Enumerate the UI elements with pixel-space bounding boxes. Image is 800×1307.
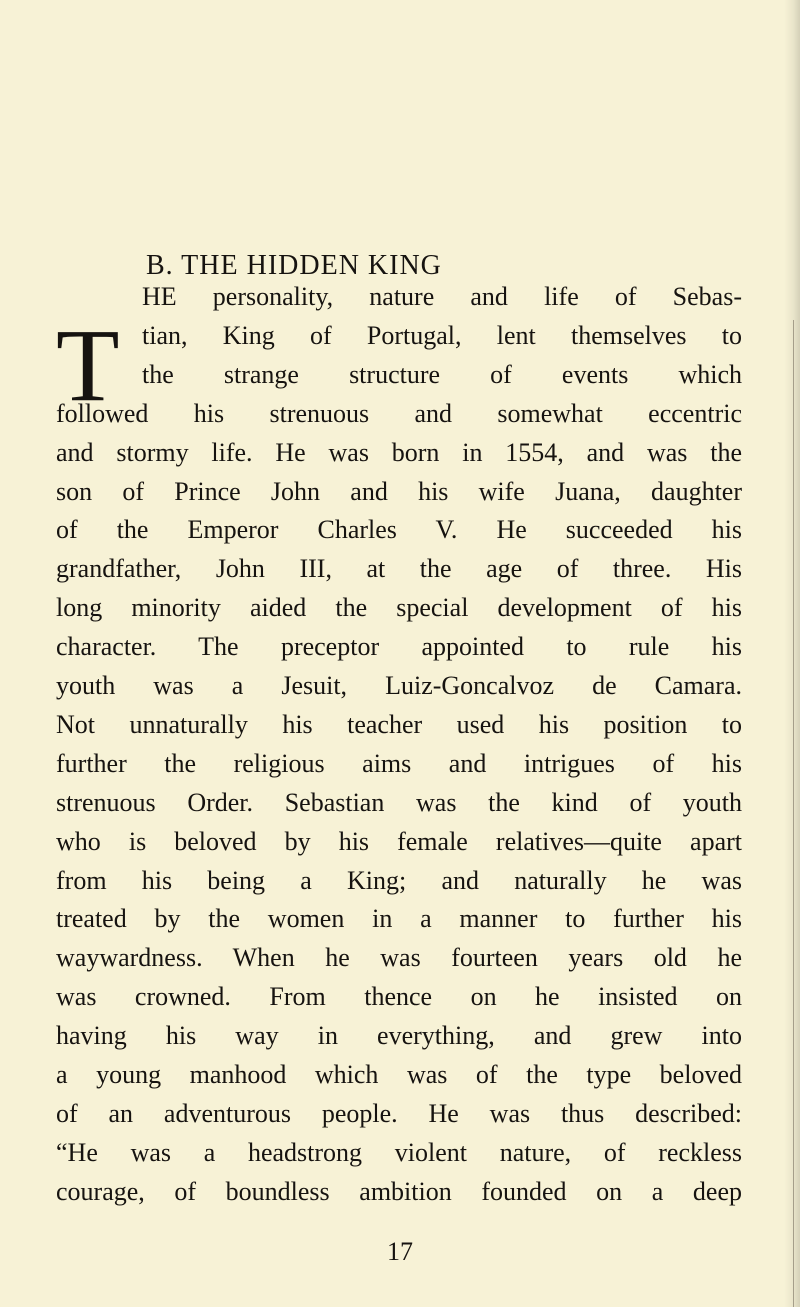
text-line: “He was a headstrong violent nature, of reckless [56, 1137, 742, 1167]
text-line: strenuous Order. Sebastian was the kind of youth [56, 787, 742, 817]
drop-cap-initial: T [56, 308, 120, 423]
page-number: 17 [387, 1237, 413, 1266]
text-line: of the Emperor Charles V. He succeeded his [56, 515, 742, 545]
text-line: waywardness. When he was fourteen years old he [56, 943, 742, 973]
text-line: having his way in everything, and grew into [56, 1021, 742, 1051]
text-line: and stormy life. He was born in 1554, and was the [56, 437, 742, 467]
text-line: tian, King of Portugal, lent themselves to [142, 320, 742, 350]
text-line: further the religious aims and intrigues of his [56, 748, 742, 778]
text-line: youth was a Jesuit, Luiz-Goncalvoz de Camara. [56, 671, 742, 700]
text-line: son of Prince John and his wife Juana, daughter [56, 476, 742, 506]
text-line: who is beloved by his female relatives—quite apart [56, 826, 742, 856]
text-line: the strange structure of events which [142, 359, 742, 389]
text-line: long minority aided the special development of his [56, 593, 742, 623]
text-line: courage, of boundless ambition founded on a deep [56, 1176, 742, 1206]
page-edge-line [793, 320, 794, 1307]
text-line: grandfather, John III, at the age of three. His [56, 554, 742, 584]
text-line: of an adventurous people. He was thus described: [56, 1098, 742, 1128]
text-line: character. The preceptor appointed to rule his [56, 632, 742, 662]
text-line: followed his strenuous and somewhat eccentric [56, 398, 742, 428]
text-line: was crowned. From thence on he insisted on [56, 982, 742, 1012]
chapter-title: B. THE HIDDEN KING [146, 250, 442, 281]
text-line: HE personality, nature and life of Sebas- [142, 282, 742, 311]
text-line: a young manhood which was of the type beloved [56, 1060, 742, 1089]
text-line: Not unnaturally his teacher used his position to [56, 709, 742, 739]
text-line: treated by the women in a manner to further his [56, 904, 742, 934]
text-line: from his being a King; and naturally he was [56, 865, 742, 895]
page-edge-shadow [784, 0, 800, 1307]
